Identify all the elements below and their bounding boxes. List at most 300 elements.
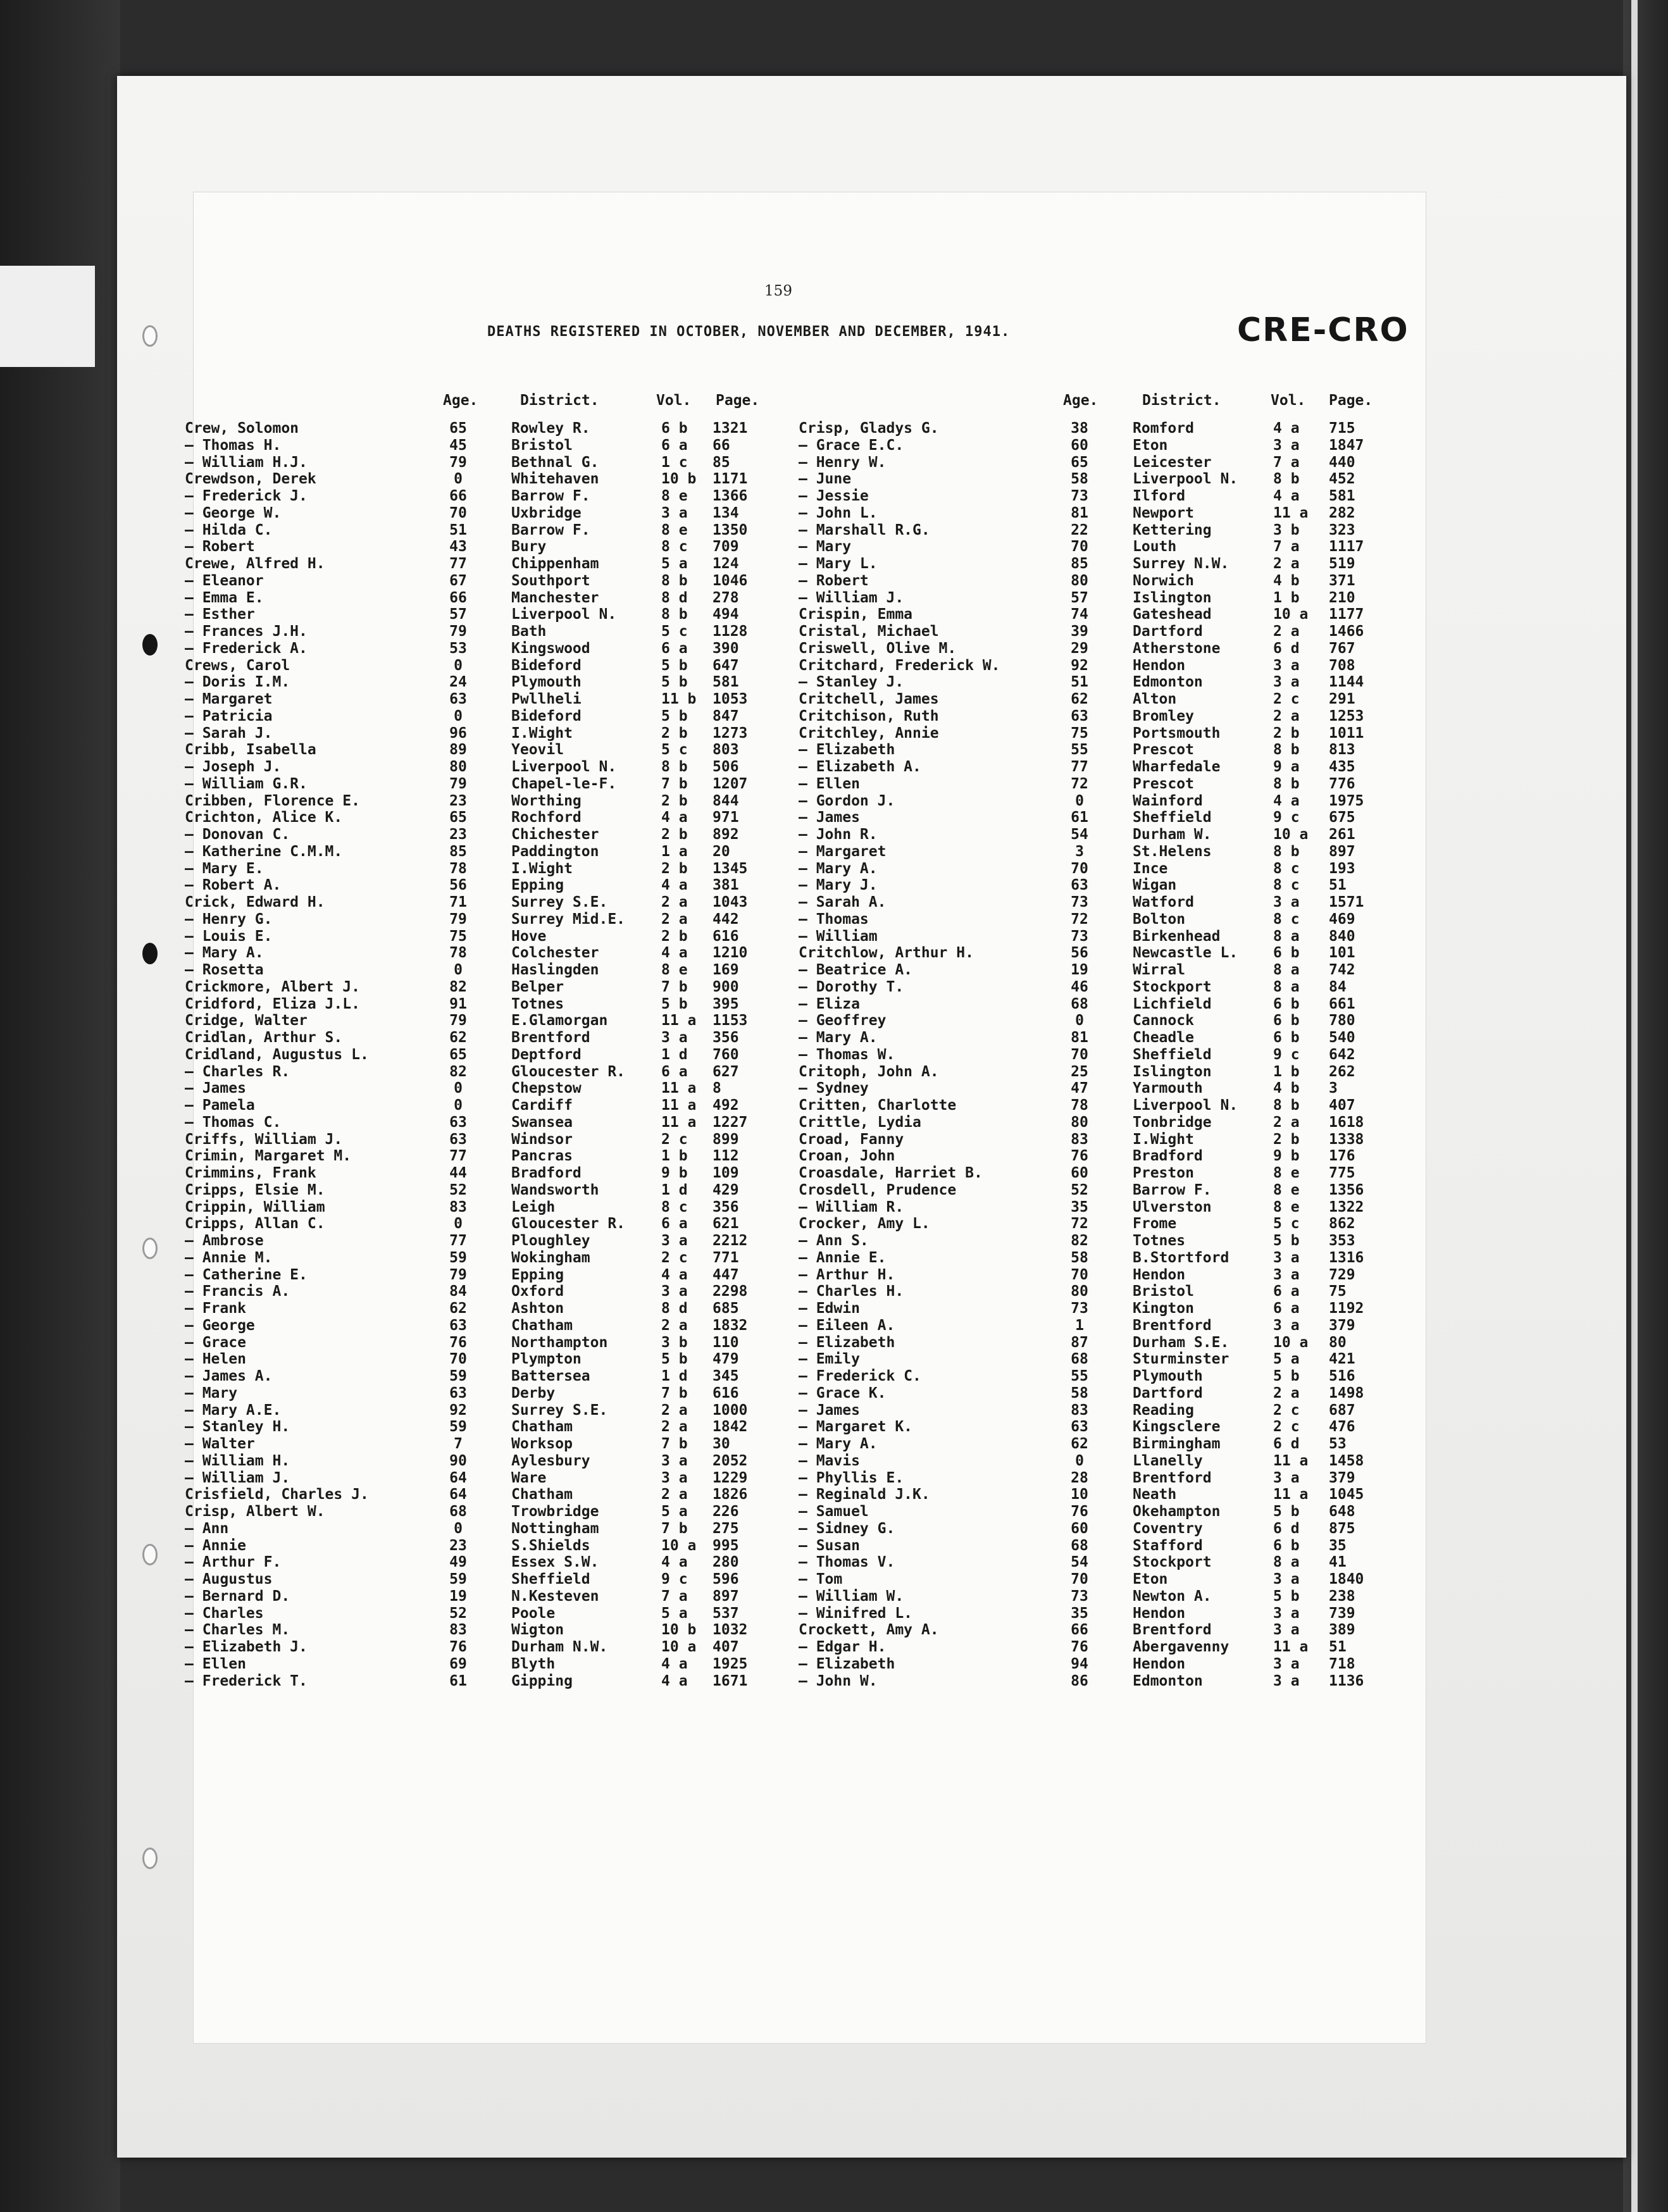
- entry-district: Haslingden: [511, 962, 599, 978]
- entry-page: 390: [713, 640, 739, 657]
- entry-name: — Sidney G.: [799, 1520, 895, 1537]
- entry-age: 23: [449, 1537, 467, 1554]
- entry-page: 1000: [713, 1401, 748, 1419]
- entry-page: 479: [713, 1351, 739, 1368]
- entry-name: Crockett, Amy A.: [799, 1622, 939, 1639]
- entry-age: 63: [1071, 1419, 1088, 1436]
- entry-volume: 4 a: [661, 1672, 688, 1689]
- entry-name: — Mavis: [799, 1452, 860, 1469]
- entry-district: Gateshead: [1133, 606, 1212, 623]
- entry-age: 29: [1071, 640, 1088, 657]
- entry-page: 124: [713, 556, 739, 572]
- entry-volume: 5 b: [1273, 1233, 1300, 1249]
- entry-volume: 8 b: [1273, 1097, 1300, 1114]
- entry-name: — Ellen: [799, 775, 860, 792]
- punch-hole: [142, 325, 158, 347]
- entry-name: — William R.: [799, 1198, 904, 1215]
- entry-name: — Grace E.C.: [799, 437, 904, 454]
- entry-volume: 9 b: [1273, 1148, 1300, 1165]
- entry-page: 581: [1329, 488, 1355, 504]
- entry-age: 62: [449, 1029, 467, 1046]
- entry-age: 0: [454, 1097, 463, 1114]
- entry-volume: 3 a: [1273, 1672, 1300, 1689]
- entry-district: Oxford: [511, 1283, 564, 1300]
- entry-district: Newcastle L.: [1133, 945, 1238, 962]
- entry-district: Chatham: [511, 1419, 573, 1436]
- entry-name: — Geoffrey: [799, 1012, 887, 1029]
- entry-age: 70: [1071, 538, 1088, 556]
- entry-page: 715: [1329, 420, 1355, 437]
- entry-age: 63: [449, 691, 467, 707]
- scanner-background-right: [1623, 0, 1668, 2212]
- entry-page: 739: [1329, 1605, 1355, 1622]
- entry-age: 70: [449, 1351, 467, 1368]
- entry-district: Bristol: [511, 437, 573, 454]
- scanner-edge-strip: [1631, 0, 1638, 2212]
- entry-district: Birmingham: [1133, 1436, 1221, 1452]
- entry-volume: 11 a: [661, 1080, 697, 1097]
- entry-volume: 3 a: [1273, 1605, 1300, 1622]
- entry-volume: 8 c: [661, 1198, 688, 1215]
- entry-name: — Charles H.: [799, 1283, 904, 1300]
- entry-volume: 9 b: [661, 1165, 688, 1181]
- entry-district: Tonbridge: [1133, 1114, 1212, 1131]
- entry-volume: 1 b: [1273, 589, 1300, 606]
- entry-district: Bristol: [1133, 1283, 1194, 1300]
- entry-name: — Beatrice A.: [799, 962, 913, 978]
- entry-volume: 11 a: [661, 1097, 697, 1114]
- entry-name: Critten, Charlotte: [799, 1097, 957, 1114]
- entry-page: 1322: [1329, 1198, 1364, 1215]
- entry-age: 7: [454, 1436, 463, 1452]
- entry-district: B.Stortford: [1133, 1249, 1229, 1266]
- entry-page: 3: [1329, 1080, 1338, 1097]
- entry-name: — William J.: [799, 589, 904, 606]
- entry-page: 775: [1329, 1165, 1355, 1181]
- entry-page: 407: [713, 1639, 739, 1655]
- entry-district: Llanelly: [1133, 1452, 1203, 1469]
- entry-district: Sheffield: [1133, 1046, 1212, 1063]
- entry-volume: 2 c: [1273, 1419, 1300, 1436]
- entry-name: — Bernard D.: [185, 1588, 290, 1605]
- entry-page: 1345: [713, 860, 748, 877]
- entry-name: — Helen: [185, 1351, 246, 1368]
- entry-district: Bury: [511, 538, 547, 556]
- entry-age: 0: [454, 471, 463, 488]
- entry-age: 77: [1071, 759, 1088, 775]
- entry-page: 1498: [1329, 1384, 1364, 1401]
- entry-name: — Elizabeth: [799, 1334, 895, 1351]
- entry-age: 66: [449, 488, 467, 504]
- entry-volume: 3 a: [661, 1283, 688, 1300]
- entry-age: 23: [449, 792, 467, 809]
- entry-name: — Margaret K.: [799, 1419, 913, 1436]
- entry-page: 1842: [713, 1419, 748, 1436]
- entry-page: 395: [713, 995, 739, 1012]
- entry-age: 54: [1071, 826, 1088, 843]
- entry-page: 1338: [1329, 1131, 1364, 1148]
- entry-page: 1975: [1329, 792, 1364, 809]
- entry-age: 91: [449, 995, 467, 1012]
- entry-district: Wainford: [1133, 792, 1203, 809]
- entry-district: Colchester: [511, 945, 599, 962]
- entry-district: Wokingham: [511, 1249, 590, 1266]
- entry-page: 110: [713, 1334, 739, 1351]
- entry-page: 1136: [1329, 1672, 1364, 1689]
- entry-district: Abergavenny: [1133, 1639, 1229, 1655]
- entry-page: 844: [713, 792, 739, 809]
- entry-page: 452: [1329, 471, 1355, 488]
- entry-volume: 4 a: [661, 945, 688, 962]
- entry-name: — Emma E.: [185, 589, 264, 606]
- entry-district: Plymouth: [1133, 1368, 1203, 1384]
- entry-age: 0: [454, 707, 463, 724]
- entry-age: 55: [1071, 742, 1088, 759]
- entry-district: Bradford: [1133, 1148, 1203, 1165]
- entry-page: 435: [1329, 759, 1355, 775]
- entry-volume: 3 a: [1273, 894, 1300, 910]
- page-header: Page.: [1329, 392, 1373, 409]
- entry-district: Preston: [1133, 1165, 1194, 1181]
- entry-volume: 4 a: [1273, 420, 1300, 437]
- entry-volume: 2 b: [661, 826, 688, 843]
- entry-volume: 2 c: [661, 1131, 688, 1148]
- entry-district: Deptford: [511, 1046, 582, 1063]
- entry-page: 1316: [1329, 1249, 1364, 1266]
- entry-district: St.Helens: [1133, 843, 1212, 860]
- entry-age: 56: [449, 877, 467, 894]
- entry-district: Worksop: [511, 1436, 573, 1452]
- entry-name: — Grace K.: [799, 1384, 887, 1401]
- entry-page: 356: [713, 1198, 739, 1215]
- entry-age: 25: [1071, 1063, 1088, 1080]
- entry-age: 59: [449, 1571, 467, 1588]
- entry-district: Islington: [1133, 1063, 1212, 1080]
- entry-name: — William H.J.: [185, 454, 308, 471]
- entry-name: — Grace: [185, 1334, 246, 1351]
- entry-district: Sheffield: [1133, 809, 1212, 826]
- entry-volume: 6 b: [1273, 945, 1300, 962]
- entry-age: 65: [449, 420, 467, 437]
- entry-age: 79: [449, 775, 467, 792]
- entry-page: 278: [713, 589, 739, 606]
- entry-page: 53: [1329, 1436, 1347, 1452]
- entry-age: 78: [449, 860, 467, 877]
- entry-page: 708: [1329, 657, 1355, 674]
- entry-district: Epping: [511, 877, 564, 894]
- entry-volume: 5 b: [1273, 1503, 1300, 1520]
- district-header: District.: [1142, 392, 1221, 409]
- entry-volume: 8 a: [1273, 962, 1300, 978]
- entry-page: 429: [713, 1181, 739, 1198]
- entry-district: Kingsclere: [1133, 1419, 1221, 1436]
- entry-name: Cripps, Allan C.: [185, 1215, 325, 1233]
- entry-page: 35: [1329, 1537, 1347, 1554]
- entry-name: — Stanley H.: [185, 1419, 290, 1436]
- entry-volume: 1 c: [661, 454, 688, 471]
- entry-age: 61: [449, 1672, 467, 1689]
- entry-volume: 11 a: [1273, 1486, 1309, 1503]
- entry-volume: 8 c: [1273, 860, 1300, 877]
- entry-volume: 2 a: [1273, 707, 1300, 724]
- entry-volume: 8 b: [661, 759, 688, 775]
- entry-name: — Edwin: [799, 1300, 860, 1317]
- entry-name: — Thomas W.: [799, 1046, 895, 1063]
- entry-district: Chepstow: [511, 1080, 582, 1097]
- entry-name: — Emily: [799, 1351, 860, 1368]
- entry-age: 73: [1071, 1300, 1088, 1317]
- entry-name: — Frederick C.: [799, 1368, 921, 1384]
- entry-age: 0: [454, 1080, 463, 1097]
- entry-page: 709: [713, 538, 739, 556]
- entry-name: — Louis E.: [185, 928, 273, 945]
- entry-district: Leigh: [511, 1198, 556, 1215]
- entry-page: 1210: [713, 945, 748, 962]
- entry-volume: 3 a: [661, 1233, 688, 1249]
- entry-volume: 2 b: [1273, 1131, 1300, 1148]
- page-title: DEATHS REGISTERED IN OCTOBER, NOVEMBER AND DECEMBER, 1941.: [487, 324, 1011, 340]
- entry-name: — Frances J.H.: [185, 623, 308, 640]
- entry-age: 60: [1071, 1165, 1088, 1181]
- entry-volume: 2 a: [1273, 1114, 1300, 1131]
- entry-district: Romford: [1133, 420, 1194, 437]
- entry-name: — Arthur F.: [185, 1554, 282, 1571]
- entry-volume: 7 b: [661, 1520, 688, 1537]
- entry-district: Poole: [511, 1605, 556, 1622]
- entry-page: 647: [713, 657, 739, 674]
- entry-page: 101: [1329, 945, 1355, 962]
- entry-age: 76: [1071, 1148, 1088, 1165]
- entry-age: 79: [449, 1012, 467, 1029]
- entry-district: Yeovil: [511, 742, 564, 759]
- entry-age: 72: [1071, 1215, 1088, 1233]
- entry-district: Pwllheli: [511, 691, 582, 707]
- entry-age: 77: [449, 1148, 467, 1165]
- entry-page: 1032: [713, 1622, 748, 1639]
- entry-name: — Annie: [185, 1537, 246, 1554]
- entry-name: — Charles R.: [185, 1063, 290, 1080]
- entry-name: — Mary: [185, 1384, 238, 1401]
- entry-age: 59: [449, 1249, 467, 1266]
- entry-age: 0: [1075, 1012, 1084, 1029]
- entry-name: — Annie M.: [185, 1249, 273, 1266]
- entry-district: Hendon: [1133, 1266, 1186, 1283]
- entry-page: 900: [713, 978, 739, 995]
- entry-volume: 11 a: [661, 1114, 697, 1131]
- entry-age: 56: [1071, 945, 1088, 962]
- entry-page: 261: [1329, 826, 1355, 843]
- entry-name: Critchison, Ruth: [799, 707, 939, 724]
- entry-age: 22: [1071, 521, 1088, 538]
- entry-district: Swansea: [511, 1114, 573, 1131]
- entry-volume: 10 a: [1273, 1334, 1309, 1351]
- entry-name: — John W.: [799, 1672, 878, 1689]
- entry-page: 971: [713, 809, 739, 826]
- entry-district: Chatham: [511, 1486, 573, 1503]
- entry-page: 381: [713, 877, 739, 894]
- entry-volume: 4 a: [661, 1655, 688, 1672]
- entry-page: 75: [1329, 1283, 1347, 1300]
- entry-age: 70: [449, 504, 467, 521]
- entry-name: — Elizabeth A.: [799, 759, 921, 775]
- entry-age: 55: [1071, 1368, 1088, 1384]
- entry-district: Cheadle: [1133, 1029, 1194, 1046]
- entry-volume: 8 a: [1273, 978, 1300, 995]
- entry-page: 1229: [713, 1469, 748, 1486]
- entry-district: Bideford: [511, 657, 582, 674]
- entry-volume: 5 a: [1273, 1351, 1300, 1368]
- entry-volume: 4 a: [661, 877, 688, 894]
- entry-district: Paddington: [511, 843, 599, 860]
- entry-age: 65: [449, 809, 467, 826]
- entry-page: 840: [1329, 928, 1355, 945]
- entry-district: Battersea: [511, 1368, 590, 1384]
- entry-age: 63: [1071, 707, 1088, 724]
- entry-district: Rochford: [511, 809, 582, 826]
- entry-page: 1177: [1329, 606, 1364, 623]
- entry-volume: 8 c: [661, 538, 688, 556]
- entry-volume: 2 c: [661, 1249, 688, 1266]
- entry-volume: 5 c: [1273, 1215, 1300, 1233]
- entry-page: 506: [713, 759, 739, 775]
- entry-name: Critchley, Annie: [799, 724, 939, 742]
- entry-district: Chatham: [511, 1317, 573, 1334]
- entry-district: Belper: [511, 978, 564, 995]
- entry-name: — Rosetta: [185, 962, 264, 978]
- entry-age: 49: [449, 1554, 467, 1571]
- entry-district: Stockport: [1133, 1554, 1212, 1571]
- entry-volume: 2 a: [661, 894, 688, 910]
- entry-district: Wharfedale: [1133, 759, 1221, 775]
- entry-name: — June: [799, 471, 852, 488]
- entry-page: 1227: [713, 1114, 748, 1131]
- entry-name: — Stanley J.: [799, 674, 904, 691]
- entry-age: 53: [449, 640, 467, 657]
- entry-volume: 6 d: [1273, 640, 1300, 657]
- entry-district: Frome: [1133, 1215, 1177, 1233]
- entry-volume: 5 c: [661, 742, 688, 759]
- entry-volume: 6 b: [1273, 1029, 1300, 1046]
- entry-page: 323: [1329, 521, 1355, 538]
- entry-page: 1046: [713, 572, 748, 589]
- entry-name: — Thomas C.: [185, 1114, 282, 1131]
- entry-name: — Margaret: [799, 843, 887, 860]
- entry-name: — James: [799, 809, 860, 826]
- entry-name: — Gordon J.: [799, 792, 895, 809]
- entry-page: 169: [713, 962, 739, 978]
- entry-name: — Hilda C.: [185, 521, 273, 538]
- entry-age: 80: [1071, 1283, 1088, 1300]
- entry-age: 19: [1071, 962, 1088, 978]
- entry-district: Gloucester R.: [511, 1063, 626, 1080]
- entry-name: — Henry W.: [799, 454, 887, 471]
- entry-name: — Eleanor: [185, 572, 264, 589]
- entry-page: 379: [1329, 1469, 1355, 1486]
- entry-name: — Thomas H.: [185, 437, 282, 454]
- entry-name: — Sydney: [799, 1080, 869, 1097]
- entry-age: 68: [1071, 1351, 1088, 1368]
- entry-age: 87: [1071, 1334, 1088, 1351]
- entry-volume: 1 d: [661, 1368, 688, 1384]
- entry-page: 1671: [713, 1672, 748, 1689]
- punch-hole: [142, 943, 158, 964]
- entry-age: 79: [449, 454, 467, 471]
- entry-volume: 8 a: [1273, 1554, 1300, 1571]
- entry-page: 897: [1329, 843, 1355, 860]
- entry-volume: 8 e: [661, 962, 688, 978]
- entry-age: 82: [449, 1063, 467, 1080]
- entry-district: Liverpool N.: [511, 759, 617, 775]
- entry-name: — Charles M.: [185, 1622, 290, 1639]
- entry-volume: 3 a: [1273, 674, 1300, 691]
- entry-name: — Winifred L.: [799, 1605, 913, 1622]
- entry-age: 0: [1075, 792, 1084, 809]
- entry-volume: 8 d: [661, 1300, 688, 1317]
- entry-district: Brentford: [511, 1029, 590, 1046]
- entry-page: 494: [713, 606, 739, 623]
- entry-page: 476: [1329, 1419, 1355, 1436]
- entry-district: Sheffield: [511, 1571, 590, 1588]
- entry-age: 79: [449, 1266, 467, 1283]
- entry-volume: 5 c: [661, 623, 688, 640]
- entry-name: — Patricia: [185, 707, 273, 724]
- entry-name: Crocker, Amy L.: [799, 1215, 930, 1233]
- entry-name: Cribb, Isabella: [185, 742, 316, 759]
- entry-district: Surrey S.E.: [511, 894, 608, 910]
- entry-district: Plymouth: [511, 674, 582, 691]
- entry-page: 687: [1329, 1401, 1355, 1419]
- entry-age: 66: [1071, 1622, 1088, 1639]
- entry-page: 226: [713, 1503, 739, 1520]
- entry-page: 616: [713, 1384, 739, 1401]
- entry-volume: 3 b: [661, 1334, 688, 1351]
- entry-district: Brentford: [1133, 1622, 1212, 1639]
- entry-volume: 3 a: [661, 1029, 688, 1046]
- entry-volume: 8 b: [661, 606, 688, 623]
- entry-district: Eton: [1133, 437, 1168, 454]
- entry-name: — Mary A.: [799, 1436, 878, 1452]
- entry-district: Leicester: [1133, 454, 1212, 471]
- entry-volume: 1 b: [1273, 1063, 1300, 1080]
- entry-age: 69: [449, 1655, 467, 1672]
- entry-name: — Sarah J.: [185, 724, 273, 742]
- entry-page: 1350: [713, 521, 748, 538]
- entry-age: 52: [1071, 1181, 1088, 1198]
- entry-volume: 7 a: [1273, 538, 1300, 556]
- entry-district: Yarmouth: [1133, 1080, 1203, 1097]
- entry-district: Portsmouth: [1133, 724, 1221, 742]
- entry-district: Bolton: [1133, 910, 1186, 928]
- entry-district: Ploughley: [511, 1233, 590, 1249]
- entry-district: Bideford: [511, 707, 582, 724]
- entry-district: Hendon: [1133, 1655, 1186, 1672]
- entry-name: Critchell, James: [799, 691, 939, 707]
- entry-age: 94: [1071, 1655, 1088, 1672]
- entry-district: Blyth: [511, 1655, 556, 1672]
- entry-page: 1466: [1329, 623, 1364, 640]
- entry-age: 61: [1071, 809, 1088, 826]
- entry-volume: 8 e: [661, 488, 688, 504]
- entry-name: Criswell, Olive M.: [799, 640, 957, 657]
- entry-district: Louth: [1133, 538, 1177, 556]
- entry-name: — Joseph J.: [185, 759, 282, 775]
- entry-page: 847: [713, 707, 739, 724]
- entry-district: Cannock: [1133, 1012, 1194, 1029]
- entry-name: — Henry G.: [185, 910, 273, 928]
- punch-hole: [142, 634, 158, 656]
- entry-age: 76: [1071, 1639, 1088, 1655]
- entry-district: Pancras: [511, 1148, 573, 1165]
